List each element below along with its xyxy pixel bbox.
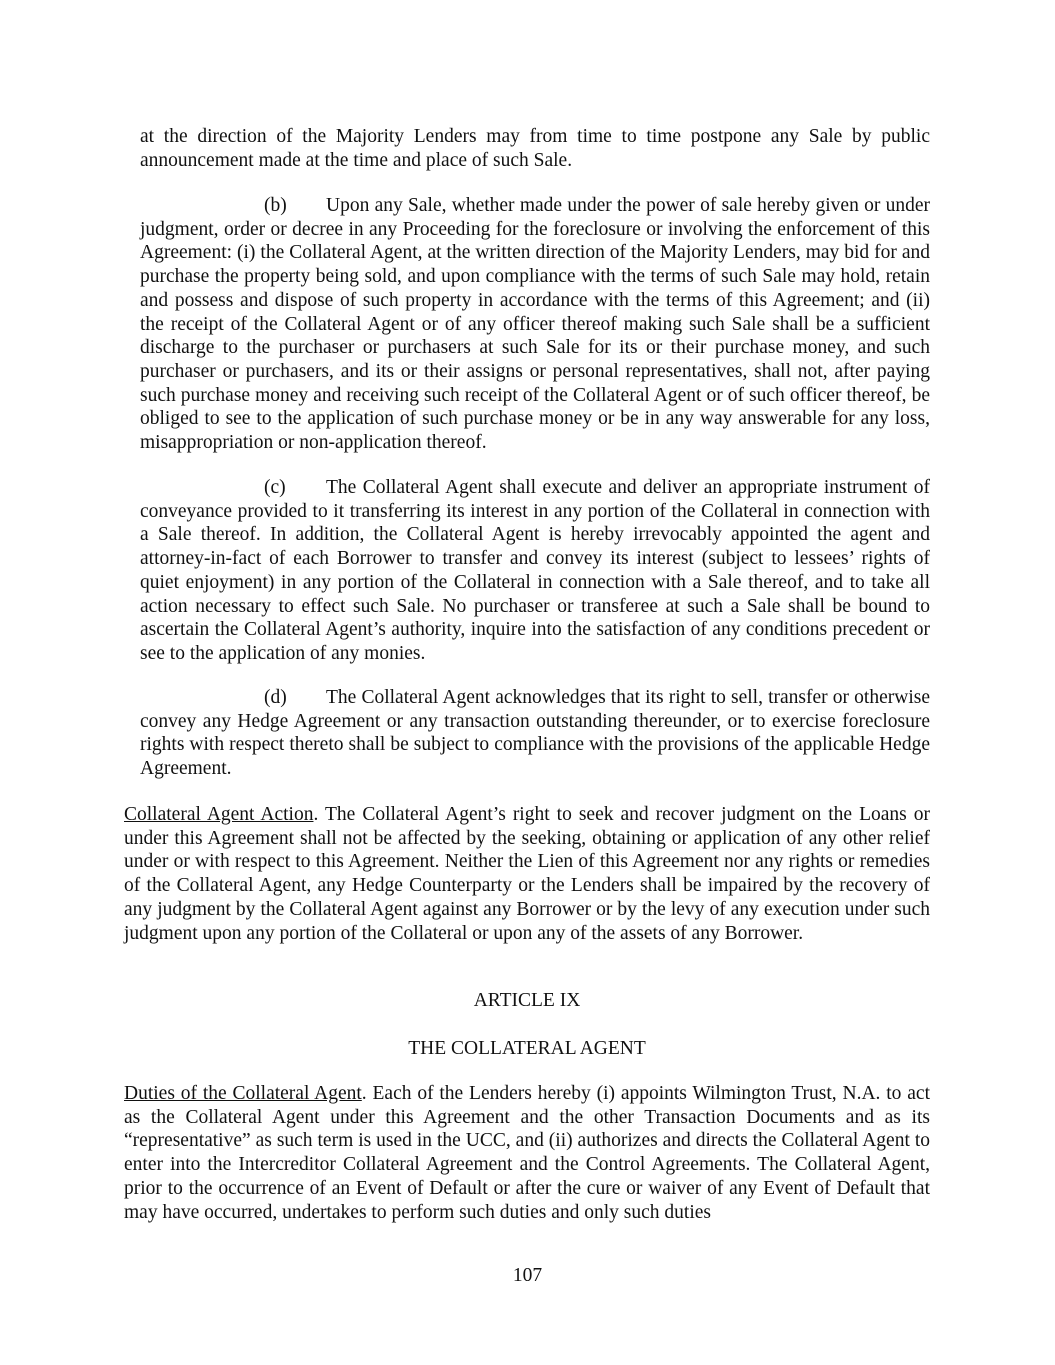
paragraph-c (140, 476, 930, 666)
paragraph-d (140, 686, 930, 781)
article-number: ARTICLE IX (473, 990, 581, 1011)
paragraph-c-label: (c) (264, 477, 286, 498)
paragraph-c-text: The Collateral Agent shall execute and deliver an appropriate instrument of conveyance provided to it transferring its interest in any portion of the Collateral in connection with a Sale thereof. In addition, the Collateral Agent is hereby irrevocably appointed the agent and attorney-in-fact of each Borrower to transfer and convey its interest (subject to lessees’ rights of quiet enjoyment) in any portion of the Collateral in connection with a Sale thereof, and to take all action necessary to effect such Sale. No purchaser or transferee at such a Sale shall be bound to ascertain the Collateral Agent’s authority, inquire into the satisfaction of any conditions precedent or see to the application of any monies. (140, 477, 930, 664)
duties-section (124, 1082, 930, 1224)
collateral-agent-action-section (124, 803, 930, 945)
collateral-agent-action-heading: Collateral Agent Action (124, 804, 314, 825)
paragraph-d-text: The Collateral Agent acknowledges that its right to sell, transfer or otherwise convey any Hedge Agreement or any transaction outstanding thereunder, or to exercise foreclosure rights with respect thereto shall be subject to compliance with the provisions of the applicable Hedge Agreement. (140, 687, 930, 780)
paragraph-d-label: (d) (264, 687, 287, 708)
collateral-agent-action-text: . The Collateral Agent’s right to seek and recover judgment on the Loans or under this Agreement shall not be affected by the seeking, obtaining or application of any other relief under or with respect to this Agreement. Neither the Lien of this Agreement nor any rights or remedies of the Collateral Agent, any Hedge Counterparty or the Lenders shall be impaired by the recovery of any judgment by the Collateral Agent against any Borrower or by the levy of any execution under such judgment upon any portion of the Collateral or upon any of the assets of any Borrower. (124, 804, 930, 944)
duties-heading: Duties of the Collateral Agent (124, 1083, 362, 1104)
continuation-paragraph: at the direction of the Majority Lenders may from time to time postpone any Sale by public announcement made at the time and place of such Sale. (140, 126, 930, 171)
page-number: 107 (512, 1265, 543, 1286)
paragraph-b (140, 194, 930, 455)
duties-text: . Each of the Lenders hereby (i) appoints Wilmington Trust, N.A. to act as the Collateral Agent under this Agreement and the other Transaction Documents and as its “representative” as such term is used in the UCC, and (ii) authorizes and directs the Collateral Agent to enter into the Intercreditor Collateral Agreement and the Control Agreements. The Collateral Agent, prior to the occurrence of an Event of Default or after the cure or waiver of any Event of Default that may have occurred, undertakes to perform such duties and only such duties (124, 1083, 930, 1223)
paragraph-b-text: Upon any Sale, whether made under the power of sale hereby given or under judgment, order or decree in any Proceeding for the foreclosure or involving the enforcement of this Agreement: (i) the Collateral Agent, at the written direction of the Majority Lenders, may bid for and purchase the property being sold, and upon compliance with the terms of such Sale may hold, retain and possess and dispose of such property in accordance with the terms of this Agreement; and (ii) the receipt of the Collateral Agent or of any officer thereof making such Sale shall be a sufficient discharge to the purchaser or purchasers at such Sale for its or their purchase money, and such purchaser or purchasers, and its or their assigns or personal representatives, shall not, after paying such purchase money and receiving such receipt of the Collateral Agent or of such officer thereof, be obliged to see to the application of such purchase money or be in any way answerable for any loss, misappropriation or non-application thereof. (140, 195, 930, 454)
paragraph-b-label: (b) (264, 195, 287, 216)
article-title: THE COLLATERAL AGENT (408, 1038, 646, 1059)
